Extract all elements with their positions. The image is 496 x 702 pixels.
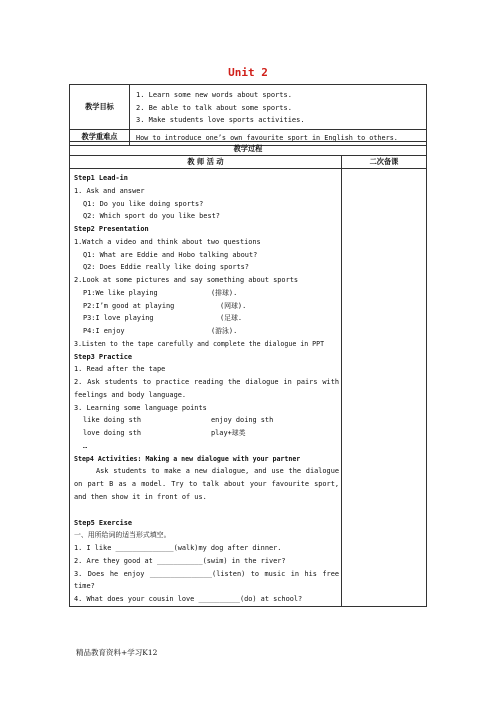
page-footer: 精品教育资料+学习K12: [76, 648, 158, 657]
picture-hint: (排球).: [211, 288, 238, 297]
language-point: enjoy doing sth: [211, 416, 274, 425]
goal-item: 2. Be able to talk about some sports.: [136, 103, 292, 112]
language-point: play+球类: [211, 429, 246, 437]
picture-hint: (游泳).: [211, 327, 238, 335]
ellipsis: …: [83, 441, 88, 450]
exercise-item: 3. Does he enjoy _______________(listen) to music in his free time?: [74, 569, 339, 591]
language-point: love doing sth: [83, 429, 142, 437]
picture-line: [74, 300, 339, 313]
picture-line: [74, 325, 339, 338]
language-point: like doing sth: [83, 416, 142, 425]
process-table: [69, 141, 427, 607]
process-title-row: [70, 142, 427, 156]
step3-item3: 3. Learning some language points: [74, 403, 207, 412]
language-point-line: [74, 414, 339, 427]
step2-q2: Q2: Does Eddie really like doing sports?: [83, 263, 249, 272]
exercise-item: 2. Are they good at ___________(swim) in the river?: [74, 556, 286, 565]
spacer: [74, 504, 339, 517]
step5-instruction: 一、用所给词的适当形式填空。: [74, 531, 171, 540]
picture-prompt: P1:We like playing: [83, 288, 158, 297]
second-prep-header: 二次备课: [342, 156, 427, 169]
exercise-item: 1. I like ______________(walk)my dog after dinner.: [74, 544, 282, 552]
picture-prompt: P2:I’m good at playing: [83, 301, 175, 310]
picture-hint: (网球).: [220, 301, 247, 310]
picture-prompt: P4:I enjoy: [83, 327, 125, 335]
picture-prompt: P3:I love playing: [83, 314, 154, 323]
step3-item2: 2. Ask students to practice reading the dialogue in pairs with feelings and body language.: [74, 378, 339, 399]
exercise-item: 4. What does your cousin love __________(do) at school?: [74, 595, 303, 603]
second-prep-cell: [342, 169, 427, 607]
step1-title: Step1 Lead-in: [74, 174, 128, 182]
header-table: [69, 84, 427, 146]
process-body-row: [70, 169, 427, 607]
step3-title: Step3 Practice: [74, 352, 133, 361]
goals-cell: [130, 85, 427, 130]
step4-text: Ask students to make a new dialogue, and use the dialogue on part B as a model. Try to talk about your favourite sport, and then show it in front of us.: [74, 467, 339, 501]
teacher-activity-cell: [70, 169, 342, 607]
goals-row: [70, 85, 427, 130]
step2-item2: 2.Look at some pictures and say something about sports: [74, 276, 299, 284]
page-title: Unit 2: [228, 66, 268, 79]
step1-q2: Q2: Which sport do you like best?: [83, 212, 220, 221]
focus-label: 教学重难点: [70, 129, 130, 145]
goal-item: 3. Make students love sports activities.: [136, 116, 305, 124]
step5-title: Step5 Exercise: [74, 518, 133, 527]
goal-item: 1. Learn some new words about sports.: [136, 91, 292, 99]
step4-title: Step4 Activities: Making a new dialogue with your partner: [74, 454, 301, 463]
step2-title: Step2 Presentation: [74, 225, 149, 233]
step1-item: 1. Ask and answer: [74, 186, 145, 195]
step2-item3: 3.Listen to the tape carefully and complete the dialogue in PPT: [74, 339, 325, 348]
picture-hint: (足球.: [220, 314, 243, 323]
language-point-line: [74, 427, 339, 440]
picture-line: [74, 287, 339, 300]
process-header-row: [70, 156, 427, 169]
step3-item1: 1. Read after the tape: [74, 365, 166, 374]
goals-label: 教学目标: [70, 85, 130, 130]
step2-item1: 1.Watch a video and think about two questions: [74, 237, 261, 246]
focus-text: How to introduce one’s own favourite sport in English to others.: [130, 129, 427, 145]
step2-q1: Q1: What are Eddie and Hobo talking about?: [83, 250, 258, 259]
process-title: 教学过程: [70, 142, 427, 156]
teacher-activity-header: 教 师 活 动: [70, 156, 342, 169]
picture-line: [74, 312, 339, 325]
step1-q1: Q1: Do you like doing sports?: [83, 199, 204, 208]
